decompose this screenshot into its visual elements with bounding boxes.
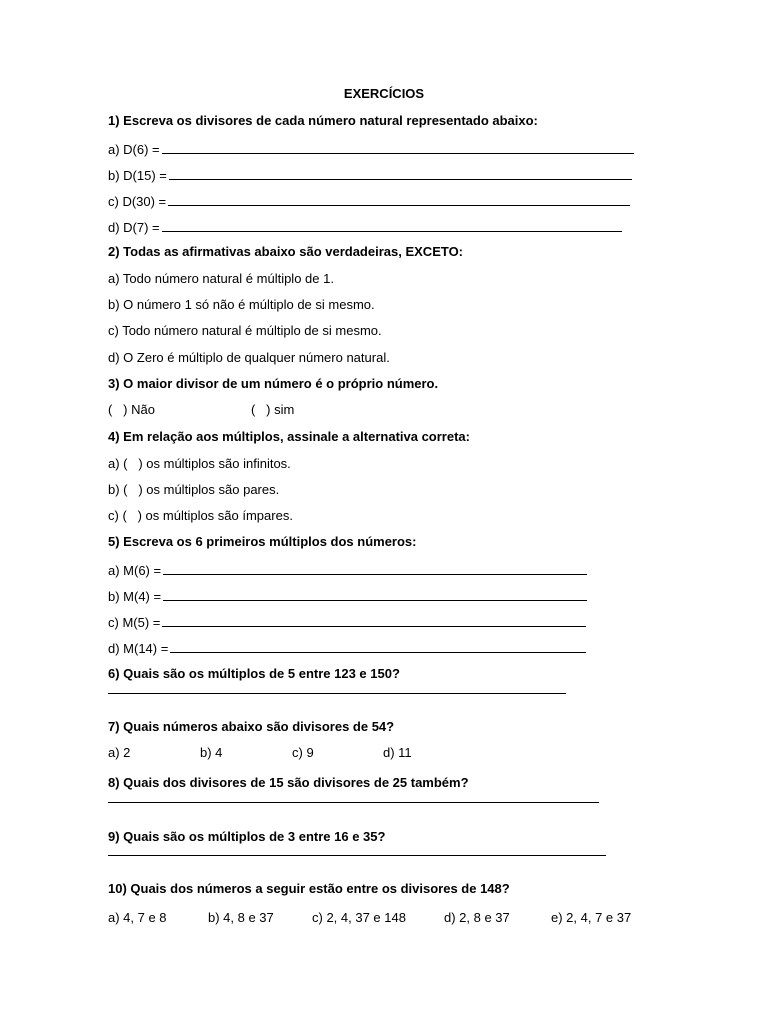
q4-item-b[interactable]: b) ( ) os múltiplos são pares. xyxy=(108,482,280,497)
q10-option-b[interactable]: b) 4, 8 e 37 xyxy=(208,910,274,925)
q3-option-nao[interactable]: ( ) Não xyxy=(108,402,155,417)
q5-item-b xyxy=(108,587,587,605)
q1-item-d xyxy=(108,218,622,236)
q2-item-d: d) O Zero é múltiplo de qualquer número natural. xyxy=(108,350,390,365)
question-6: 6) Quais são os múltiplos de 5 entre 123 e 150? xyxy=(108,666,400,681)
q5-item-a xyxy=(108,561,587,579)
q7-option-c[interactable]: c) 9 xyxy=(292,745,314,760)
q1-item-c xyxy=(108,192,630,210)
answer-blank[interactable] xyxy=(162,218,622,232)
q4-item-c[interactable]: c) ( ) os múltiplos são ímpares. xyxy=(108,508,293,523)
q1-item-a xyxy=(108,140,634,158)
q1-item-b xyxy=(108,166,632,184)
q7-option-d[interactable]: d) 11 xyxy=(383,745,412,760)
question-3: 3) O maior divisor de um número é o próprio número. xyxy=(108,376,439,391)
q5-item-d-label: d) M(14) = xyxy=(108,641,169,656)
answer-blank[interactable] xyxy=(163,587,587,601)
answer-line[interactable] xyxy=(108,802,599,803)
q5-item-c-label: c) M(5) = xyxy=(108,615,161,630)
question-2: 2) Todas as afirmativas abaixo são verdadeiras, EXCETO: xyxy=(108,244,464,259)
q4-item-a[interactable]: a) ( ) os múltiplos são infinitos. xyxy=(108,456,291,471)
q5-item-c xyxy=(108,613,586,631)
q1-item-a-label: a) D(6) = xyxy=(108,142,160,157)
answer-line[interactable] xyxy=(108,693,566,694)
q2-item-a: a) Todo número natural é múltiplo de 1. xyxy=(108,271,334,286)
question-7: 7) Quais números abaixo são divisores de 54? xyxy=(108,719,395,734)
q5-item-b-label: b) M(4) = xyxy=(108,589,162,604)
q10-option-d[interactable]: d) 2, 8 e 37 xyxy=(444,910,510,925)
answer-blank[interactable] xyxy=(163,561,587,575)
answer-blank[interactable] xyxy=(162,613,586,627)
q5-item-d xyxy=(108,639,586,657)
q1-item-d-label: d) D(7) = xyxy=(108,220,160,235)
question-5: 5) Escreva os 6 primeiros múltiplos dos números: xyxy=(108,534,417,549)
answer-blank[interactable] xyxy=(162,140,634,154)
q10-option-a[interactable]: a) 4, 7 e 8 xyxy=(108,910,167,925)
q7-option-b[interactable]: b) 4 xyxy=(200,745,223,760)
question-1: 1) Escreva os divisores de cada número natural representado abaixo: xyxy=(108,113,538,128)
q10-option-e[interactable]: e) 2, 4, 7 e 37 xyxy=(551,910,632,925)
q2-item-b: b) O número 1 só não é múltiplo de si mesmo. xyxy=(108,297,375,312)
page-title: EXERCÍCIOS xyxy=(343,86,425,101)
question-8: 8) Quais dos divisores de 15 são divisores de 25 também? xyxy=(108,775,469,790)
q10-option-c[interactable]: c) 2, 4, 37 e 148 xyxy=(312,910,406,925)
answer-blank[interactable] xyxy=(170,639,586,653)
question-9: 9) Quais são os múltiplos de 3 entre 16 e 35? xyxy=(108,829,386,844)
q1-item-b-label: b) D(15) = xyxy=(108,168,167,183)
q2-item-c: c) Todo número natural é múltiplo de si mesmo. xyxy=(108,323,382,338)
q5-item-a-label: a) M(6) = xyxy=(108,563,162,578)
q1-item-c-label: c) D(30) = xyxy=(108,194,167,209)
answer-blank[interactable] xyxy=(168,192,630,206)
question-10: 10) Quais dos números a seguir estão entre os divisores de 148? xyxy=(108,881,510,896)
question-4: 4) Em relação aos múltiplos, assinale a alternativa correta: xyxy=(108,429,470,444)
q3-option-sim[interactable]: ( ) sim xyxy=(251,402,295,417)
answer-line[interactable] xyxy=(108,855,606,856)
answer-blank[interactable] xyxy=(169,166,632,180)
q7-option-a[interactable]: a) 2 xyxy=(108,745,131,760)
